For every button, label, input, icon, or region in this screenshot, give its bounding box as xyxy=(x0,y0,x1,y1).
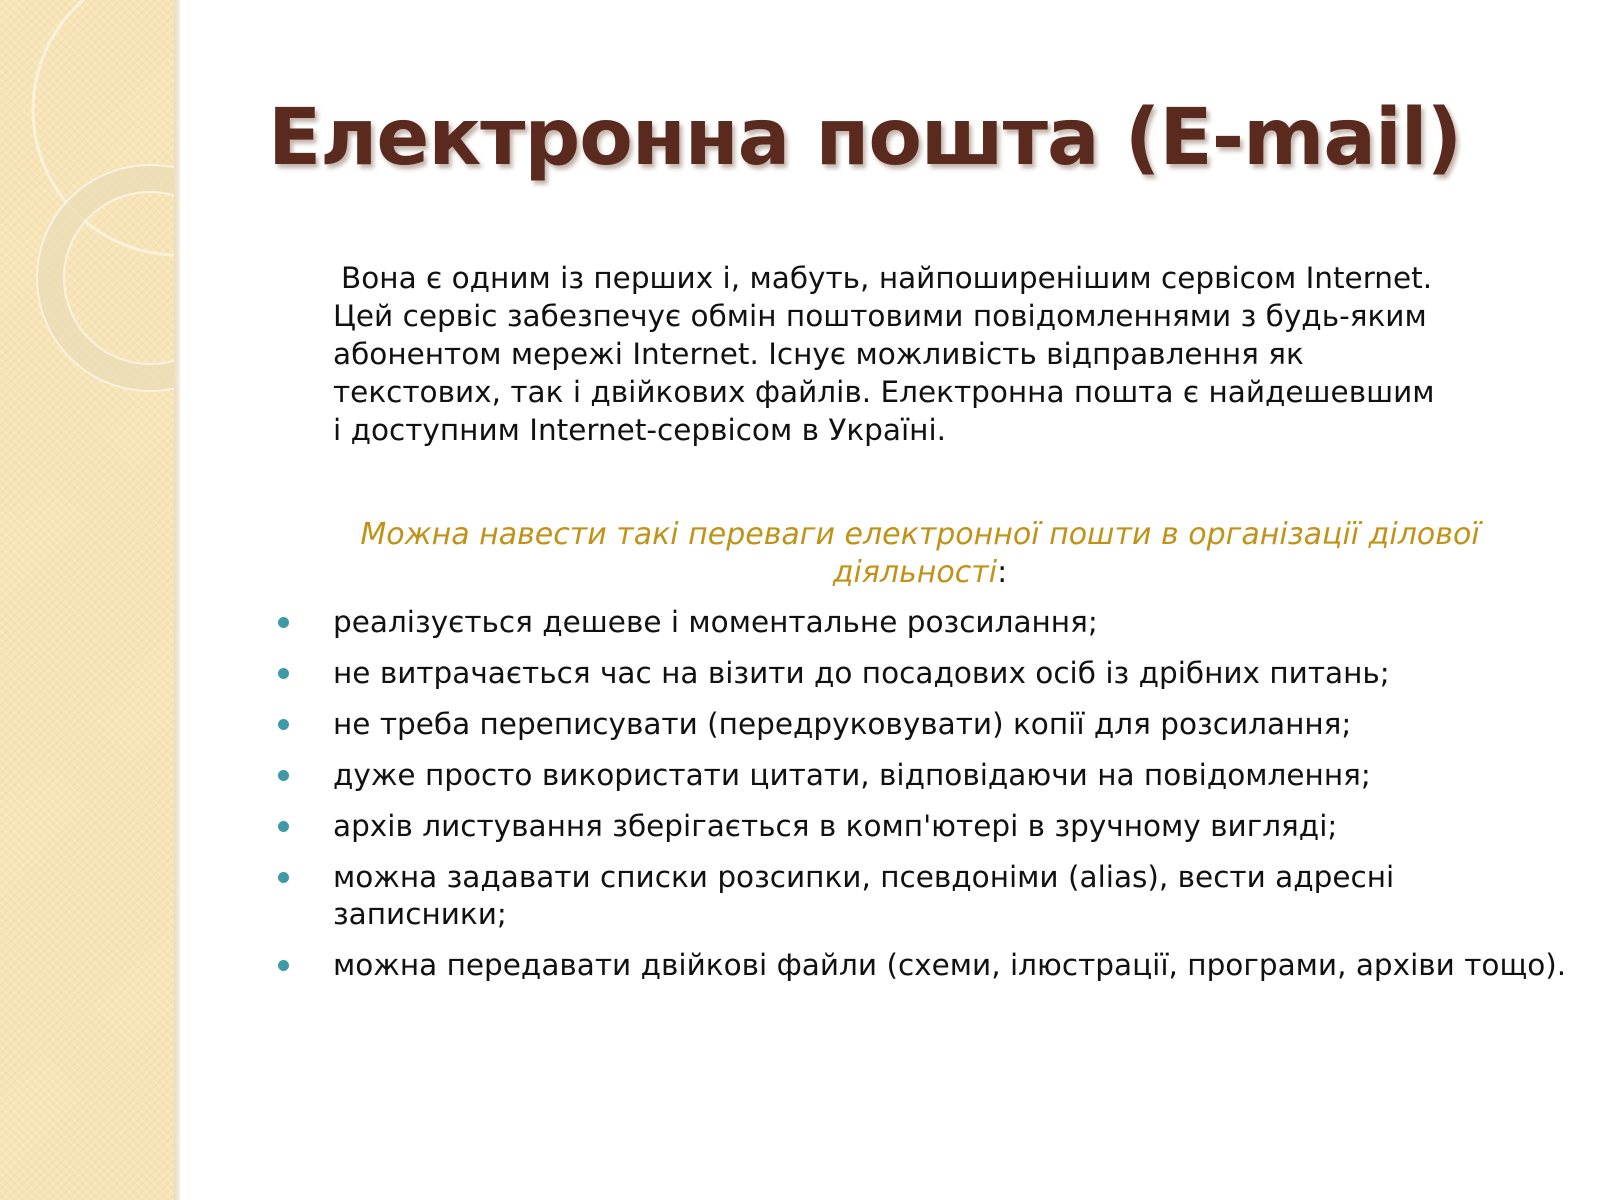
list-item-text: можна задавати списки розсипки, псевдоніми (alias), вести адресні записники; xyxy=(333,860,1395,931)
list-item-text: реалізується дешеве і моментальне розсилання; xyxy=(333,605,1098,639)
list-item-text: дуже просто використати цитати, відповідаючи на повідомлення; xyxy=(333,758,1371,792)
bullet-dot-icon xyxy=(278,617,289,628)
intro-line: і доступним Internet-сервісом в Україні. xyxy=(333,413,947,447)
intro-line: Вона є одним із перших і, мабуть, найпоширенішим сервісом Internet. xyxy=(341,261,1433,295)
list-item xyxy=(278,604,1568,641)
slide-title: Електронна пошта (E-mail) xyxy=(268,93,1462,183)
advantages-heading xyxy=(290,516,1550,592)
list-item-text: можна передавати двійкові файли (схеми, ілюстрації, програми, архіви тощо). xyxy=(333,948,1567,982)
list-item xyxy=(278,757,1568,794)
advantages-heading-text: Можна навести такі переваги електронної пошти в організації ділової діяльності xyxy=(360,517,1480,590)
list-item xyxy=(278,706,1568,743)
intro-paragraph xyxy=(333,259,1563,449)
intro-line: абонентом мережі Internet. Існує можливість відправлення як xyxy=(333,337,1304,371)
bullet-dot-icon xyxy=(278,821,289,832)
list-item-text: не треба переписувати (передруковувати) копії для розсилання; xyxy=(333,707,1352,741)
list-item xyxy=(278,655,1568,692)
advantages-list xyxy=(278,604,1568,998)
intro-line: текстових, так і двійкових файлів. Електронна пошта є найдешевшим xyxy=(333,375,1435,409)
decorative-rings xyxy=(0,0,178,1200)
list-item xyxy=(278,859,1568,933)
decorative-side-band xyxy=(0,0,178,1200)
list-item xyxy=(278,947,1568,984)
side-band-edge xyxy=(174,0,180,1200)
bullet-dot-icon xyxy=(278,960,289,971)
intro-line: Цей сервіс забезпечує обмін поштовими повідомленнями з будь-яким xyxy=(333,299,1427,333)
bullet-dot-icon xyxy=(278,872,289,883)
list-item-text: архів листування зберігається в комп'ютері в зручному вигляді; xyxy=(333,809,1338,843)
bullet-dot-icon xyxy=(278,770,289,781)
list-item xyxy=(278,808,1568,845)
bullet-dot-icon xyxy=(278,668,289,679)
list-item-text: не витрачається час на візити до посадових осіб із дрібних питань; xyxy=(333,656,1390,690)
bullet-dot-icon xyxy=(278,719,289,730)
advantages-heading-colon: : xyxy=(997,555,1008,590)
